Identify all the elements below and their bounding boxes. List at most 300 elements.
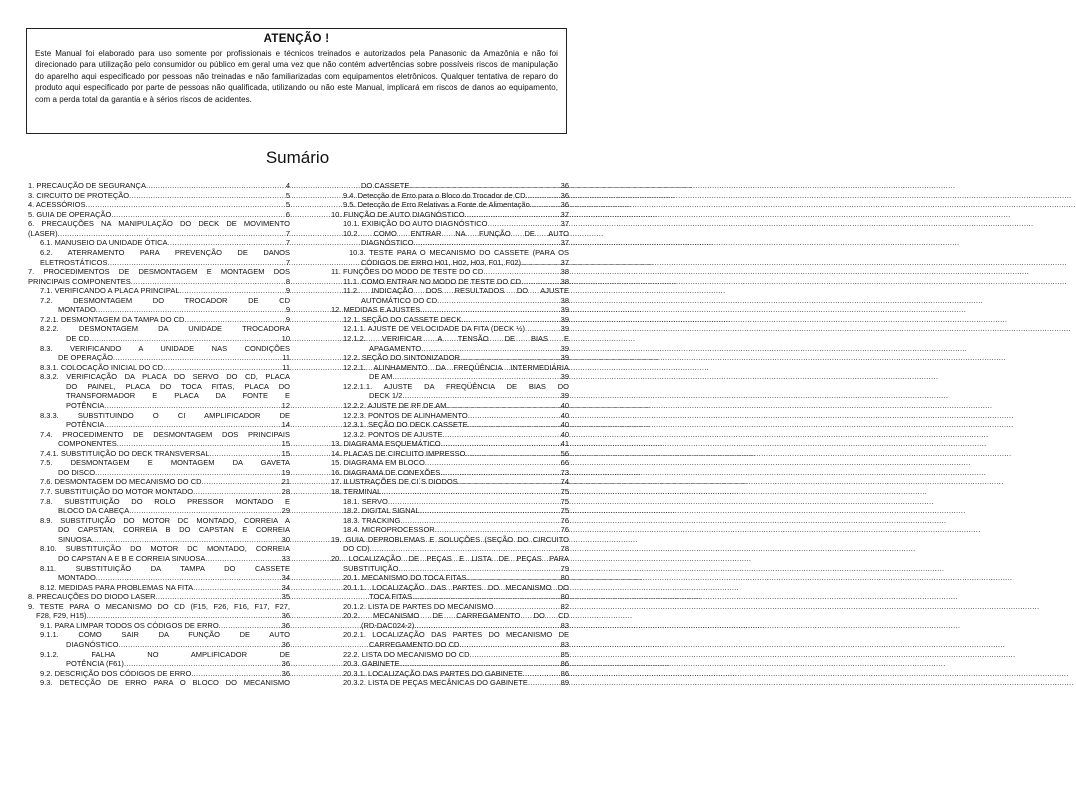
toc-entry[interactable] — [331, 659, 569, 669]
toc-entry[interactable] — [28, 458, 290, 468]
toc-entry-title: 20.3.2. LISTA DE PEÇAS MECÂNICAS DO GABINETE — [343, 678, 528, 688]
toc-entry[interactable] — [331, 602, 569, 612]
toc-entry[interactable] — [28, 210, 290, 220]
toc-leader-dots — [420, 506, 560, 516]
toc-entry[interactable] — [331, 391, 569, 401]
toc-entry-title: 7.4.1. SUBSTITUIÇÃO DO DECK TRANSVERSAL — [40, 448, 210, 458]
toc-entry-title: DECK 1/2 — [369, 391, 403, 401]
toc-entry-title: DO CAPSTAN, CORREIA B DO CAPSTAN E CORREIA — [58, 525, 290, 535]
toc-entry[interactable] — [331, 315, 569, 325]
toc-entry[interactable] — [331, 430, 569, 440]
toc-entry-title: 12.2. SEÇÃO DO SINTONIZADOR — [343, 353, 460, 363]
toc-entry-title: 12.2.1.1. AJUSTE DA FREQÜÊNCIA DE BIAS DO — [343, 381, 569, 391]
toc-entry-page: 7 — [285, 228, 290, 238]
toc-entry-title: SUBSTITUIÇÃO — [343, 563, 399, 573]
toc-leader-dots — [129, 506, 280, 516]
toc-entry-page: 37 — [560, 209, 569, 219]
toc-entry[interactable] — [28, 411, 290, 421]
toc-entry-title: POTÊNCIA — [66, 400, 105, 410]
toc-entry-title: 6. PRECAUÇÕES NA MANIPULAÇÃO DO DECK DE MOVIMENTO — [28, 219, 290, 229]
toc-entry[interactable] — [331, 544, 569, 554]
toc-entry[interactable] — [331, 219, 569, 229]
toc-entry-title: PRINCIPAIS COMPONENTES — [28, 276, 131, 286]
toc-entry-page: 75 — [560, 487, 569, 496]
toc-leader-dots — [465, 210, 560, 220]
toc-entry-title: 20.3. GABINETE — [343, 659, 400, 669]
toc-entry-title: 17. ILUSTRAÇÕES DE CI´S DIODOS — [331, 477, 458, 487]
toc-entry-page: 73 — [560, 467, 569, 477]
toc-entry[interactable] — [331, 449, 569, 459]
toc-entry-page: 39 — [560, 324, 569, 334]
toc-entry-page: 41 — [560, 439, 569, 449]
toc-entry-page: 56 — [560, 448, 569, 458]
toc-entry-title: 19. GUIA DEPROBLEMAS E SOLUÇÕES (SEÇÃO DO CIRCUITO — [331, 534, 569, 544]
toc-entry-page: 75 — [560, 496, 569, 506]
toc-entry[interactable] — [28, 678, 290, 688]
toc-entry[interactable] — [331, 258, 569, 268]
toc-entry[interactable] — [28, 191, 290, 201]
toc-entry[interactable] — [331, 477, 569, 487]
toc-entry[interactable] — [331, 363, 569, 373]
toc-leader-dots — [205, 554, 280, 564]
toc-leader-dots — [124, 659, 281, 669]
toc-entry[interactable] — [331, 411, 569, 421]
toc-entry-page: 15 — [281, 439, 290, 449]
toc-entry[interactable] — [331, 439, 569, 449]
toc-leader-dots — [146, 181, 285, 191]
toc-entry-title: 18.2. DIGITAL SIGNAL — [343, 506, 420, 516]
warning-title: ATENÇÃO ! — [263, 33, 330, 45]
toc-entry[interactable] — [28, 602, 290, 612]
toc-leader-dots — [458, 477, 560, 487]
toc-entry-page: 80 — [560, 592, 569, 602]
toc-leader-dots — [437, 296, 560, 306]
toc-leader-dots — [398, 564, 559, 574]
toc-entry[interactable] — [331, 296, 569, 306]
toc-entry-title: 8.11. SUBSTITUIÇÃO DA TAMPA DO CASSETE — [40, 563, 290, 573]
toc-entry[interactable] — [28, 344, 290, 354]
toc-entry-title: MONTADO — [58, 305, 96, 315]
toc-entry-page: 39 — [560, 353, 569, 363]
toc-leader-dots — [468, 420, 560, 430]
toc-entry-page: 37 — [560, 257, 569, 267]
toc-entry[interactable] — [331, 286, 569, 296]
toc-entry[interactable] — [331, 382, 569, 392]
toc-entry-title: 8.3.2. VERIFICAÇÃO DA PLACA DO SERVO DO CD, PLACA — [40, 372, 290, 382]
toc-entry-page: 9 — [285, 286, 290, 296]
toc-leader-dots — [465, 449, 559, 459]
toc-leader-dots — [530, 200, 560, 210]
toc-entry-title: ELETROSTÁTICOS — [40, 257, 108, 267]
toc-entry-page: 4 — [285, 181, 290, 190]
toc-entry[interactable] — [331, 238, 569, 248]
toc-leader-dots — [525, 324, 560, 334]
toc-entry[interactable] — [28, 487, 290, 497]
toc-entry[interactable] — [331, 640, 569, 650]
toc-entry-title: 9.5. Detecção de Erro Relativas a Fonte de Alimentação — [343, 200, 530, 210]
toc-entry-title: 16. DIAGRAMA DE CONEXÕES — [331, 467, 441, 477]
toc-entry-title: 12.3.2. PONTOS DE AJUSTE — [343, 429, 443, 439]
toc-leader-dots — [104, 420, 280, 430]
toc-entry[interactable] — [28, 630, 290, 640]
toc-leader-dots — [119, 640, 281, 650]
toc-leader-dots — [180, 286, 285, 296]
toc-left-column — [28, 181, 290, 688]
toc-entry-title: DE CD — [66, 334, 90, 343]
toc-entry-page: 14 — [281, 420, 290, 430]
toc-entry-title: 12.2.3. PONTOS DE ALINHAMENTO — [343, 410, 468, 420]
toc-entry[interactable] — [28, 248, 290, 258]
toc-entry[interactable] — [331, 583, 569, 593]
toc-leader-dots — [461, 315, 559, 325]
toc-leader-dots — [193, 487, 281, 497]
toc-entry-title: F28, F29, H15) — [36, 611, 87, 621]
toc-entry[interactable] — [331, 487, 569, 497]
toc-leader-dots — [526, 191, 560, 201]
toc-entry[interactable] — [331, 621, 569, 631]
toc-entry[interactable] — [331, 248, 569, 258]
toc-leader-dots — [184, 315, 284, 325]
toc-entry-title: 18.4. MICROPROCESSOR — [343, 525, 435, 535]
toc-entry-page: 36 — [281, 659, 290, 669]
toc-leader-dots — [210, 449, 281, 459]
toc-entry[interactable] — [331, 305, 569, 315]
toc-entry[interactable] — [28, 439, 290, 449]
toc-entry-page: 86 — [560, 659, 569, 669]
toc-entry[interactable] — [28, 621, 290, 631]
toc-entry[interactable] — [28, 286, 290, 296]
toc-entry-page: 40 — [560, 400, 569, 410]
toc-entry-page: 36 — [281, 620, 290, 630]
toc-entry-title: 7. PROCEDIMENTOS DE DESMONTAGEM E MONTAGEM DOS — [28, 267, 290, 277]
toc-entry[interactable] — [331, 353, 569, 363]
toc-entry[interactable] — [28, 258, 290, 268]
toc-entry-title: 12.2.1. ALINHAMENTO DA FREQÜÊNCIA INTERMEDIÁRIA — [343, 362, 569, 372]
toc-entry[interactable] — [331, 573, 569, 583]
toc-leader-dots — [86, 200, 285, 210]
toc-entry-title: 8.3.3. SUBSTITUINDO O CI AMPLIFICADOR DE — [40, 410, 290, 420]
toc-entry-page: 29 — [281, 506, 290, 516]
toc-entry[interactable] — [28, 535, 290, 545]
toc-entry-title: AUTOMÁTICO DO CD — [361, 295, 438, 305]
toc-entry[interactable] — [331, 200, 569, 210]
toc-leader-dots — [89, 334, 280, 344]
toc-entry-title: APAGAMENTO — [369, 343, 422, 353]
toc-entry-title: 12.1.2. VERIFICAR A TENSÃO DE BIAS E — [343, 334, 569, 343]
toc-leader-dots — [414, 238, 560, 248]
toc-entry-page: 39 — [560, 391, 569, 401]
toc-entry[interactable] — [331, 420, 569, 430]
toc-entry-title: 12.1. SEÇÃO DO CASSETE DECK — [343, 314, 462, 324]
toc-entry-title: (LASER) — [28, 228, 58, 238]
toc-entry-page: 34 — [281, 582, 290, 592]
toc-entry-page: 5 — [285, 190, 290, 200]
toc-entry[interactable] — [331, 497, 569, 507]
toc-entry-title: 12.3.1. SEÇÃO DO DECK CASSETE — [343, 420, 468, 430]
toc-leader-dots — [388, 497, 560, 507]
toc-entry-page: 78 — [560, 544, 569, 554]
toc-leader-dots — [86, 611, 280, 621]
toc-entry-title: 8.2.2. DESMONTAGEM DA UNIDADE TROCADORA — [40, 324, 290, 334]
toc-entry[interactable] — [331, 229, 569, 239]
toc-entry[interactable] — [28, 219, 290, 229]
toc-leader-dots — [409, 181, 559, 191]
toc-leader-dots — [58, 229, 285, 239]
toc-entry[interactable] — [331, 564, 569, 574]
toc-leader-dots — [117, 439, 281, 449]
toc-entry-page: 40 — [560, 410, 569, 420]
toc-entry-title: 20.2. MECANISMO DE CARREGAMENTO DO CD — [343, 611, 569, 621]
toc-entry[interactable] — [331, 401, 569, 411]
toc-entry-title: BLOCO DA CABEÇA — [58, 506, 130, 516]
toc-leader-dots — [470, 650, 560, 660]
toc-leader-dots — [420, 305, 559, 315]
toc-entry[interactable] — [331, 277, 569, 287]
toc-entry-page: 74 — [560, 477, 569, 487]
toc-entry-title: SINUOSA — [58, 534, 92, 544]
toc-entry-page: 6 — [285, 209, 290, 219]
toc-entry[interactable] — [28, 324, 290, 334]
toc-entry-page: 15 — [281, 448, 290, 458]
toc-entry[interactable] — [331, 554, 569, 564]
toc-entry[interactable] — [28, 296, 290, 306]
toc-entry-title: DE AM — [369, 372, 393, 382]
toc-leader-dots — [131, 277, 285, 287]
toc-entry-title: 12.2.2. AJUSTE DE RF DE AM — [343, 400, 447, 410]
toc-entry[interactable] — [331, 334, 569, 344]
toc-entry-page: 11 — [282, 353, 290, 363]
toc-leader-dots — [219, 621, 281, 631]
toc-entry-page: 39 — [560, 305, 569, 315]
toc-entry[interactable] — [331, 650, 569, 660]
toc-entry[interactable] — [331, 267, 569, 277]
toc-entry-page: 75 — [560, 506, 569, 516]
toc-entry-page: 12 — [281, 400, 290, 410]
toc-entry-title: 7.4. PROCEDIMENTO DE DESMONTAGEM DOS PRINCIPAIS — [40, 429, 290, 439]
toc-right-column — [331, 181, 569, 688]
toc-entry[interactable] — [331, 372, 569, 382]
toc-entry[interactable] — [331, 458, 569, 468]
toc-leader-dots — [440, 468, 559, 478]
toc-leader-dots — [528, 678, 560, 688]
toc-entry[interactable] — [28, 583, 290, 593]
toc-entry-title: 18.1. SERVO — [343, 496, 388, 506]
toc-leader-dots — [113, 353, 281, 363]
toc-entry-page: 11 — [282, 362, 290, 372]
toc-entry-title: 9.1. PARA LIMPAR TODOS OS CÓDIGOS DE ERRO — [40, 620, 219, 630]
toc-leader-dots — [392, 372, 559, 382]
toc-leader-dots — [111, 210, 284, 220]
toc-entry-title: 3. CIRCUITO DE PROTEÇÃO — [28, 190, 130, 200]
toc-entry-title: 20.1. MECANISMO DO TOCA FITAS — [343, 573, 467, 583]
toc-entry-page: 36 — [560, 181, 569, 190]
toc-entry[interactable] — [28, 554, 290, 564]
toc-entry-page: 36 — [281, 668, 290, 678]
toc-entry-title: 6.2. ATERRAMENTO PARA PREVENÇÃO DE DANOS — [40, 247, 290, 257]
toc-entry[interactable] — [28, 640, 290, 650]
toc-leader-dots — [523, 669, 560, 679]
toc-entry-title: 7.6. DESMONTAGEM DO MECANISMO DO CD — [40, 477, 202, 487]
toc-leader-dots — [156, 592, 281, 602]
toc-entry[interactable] — [331, 516, 569, 526]
toc-entry-page: 40 — [560, 429, 569, 439]
toc-entry-title: 9.3. DETECÇÃO DE ERRO PARA O BLOCO DO MECANISMO — [40, 678, 290, 688]
toc-entry-title: POTÊNCIA (F61) — [66, 659, 124, 669]
toc-leader-dots — [493, 602, 559, 612]
toc-entry[interactable] — [331, 630, 569, 640]
toc-entry[interactable] — [331, 525, 569, 535]
toc-entry-title: 8.12. MEDIDAS PARA PROBLEMAS NA FITA — [40, 582, 194, 592]
toc-entry[interactable] — [28, 477, 290, 487]
toc-entry[interactable] — [28, 420, 290, 430]
toc-entry-page: 79 — [560, 563, 569, 573]
toc-entry-title: MONTADO — [58, 573, 96, 583]
warning-text: Este Manual foi elaborado para uso somente por profissionais e técnicos treinados e autorizados pela Panasonic da Amazônia e não foi direcionado para utilização pelo consumidor ou público em geral uma vez que não contém advertências sobre possíveis riscos de manipulação do aparelho aqui especificado por pessoas não treinadas e não familiarizadas com equipamentos eletrônicos. Qualquer tentativa de reparo do produto aqui especificado por parte de pessoas não qualificada, utilizando ou não este Manual, implicará em riscos de danos ao equipamento, com a perda total da garantia e à sérios riscos de acidentes. — [35, 49, 558, 104]
toc-entry[interactable] — [28, 401, 290, 411]
toc-entry[interactable] — [331, 535, 569, 545]
toc-entry-title: 7.7. SUBSTITUIÇÃO DO MOTOR MONTADO — [40, 487, 194, 496]
toc-entry[interactable] — [331, 324, 569, 334]
toc-entry[interactable] — [28, 497, 290, 507]
toc-entry[interactable] — [331, 592, 569, 602]
toc-entry[interactable] — [28, 468, 290, 478]
toc-entry-title: 9.1.2. FALHA NO AMPLIFICADOR DE — [40, 649, 290, 659]
toc-entry[interactable] — [28, 669, 290, 679]
toc-leader-dots — [414, 621, 559, 631]
toc-entry[interactable] — [28, 659, 290, 669]
toc-entry[interactable] — [28, 544, 290, 554]
toc-leader-dots — [108, 258, 285, 268]
toc-leader-dots — [168, 238, 285, 248]
toc-entry-page: 28 — [281, 487, 290, 496]
toc-entry[interactable] — [331, 344, 569, 354]
toc-entry-title: 11. FUNÇÕES DO MODO DE TESTE DO CD — [331, 267, 484, 277]
toc-leader-dots — [483, 267, 559, 277]
toc-entry[interactable] — [28, 229, 290, 239]
toc-entry[interactable] — [331, 468, 569, 478]
toc-entry[interactable] — [28, 449, 290, 459]
toc-entry[interactable] — [28, 200, 290, 210]
toc-entry-title: 11.1. COMO ENTRAR NO MODO DE TESTE DO CD — [343, 276, 522, 286]
toc-leader-dots — [95, 468, 281, 478]
toc-entry[interactable] — [28, 573, 290, 583]
page-title: Sumário — [265, 148, 330, 167]
toc-entry-page: 39 — [560, 372, 569, 382]
toc-entry-page: 36 — [281, 640, 290, 649]
toc-entry-title: DIAGNÓSTICO — [66, 640, 119, 649]
toc-leader-dots — [381, 487, 559, 497]
toc-entry[interactable] — [28, 516, 290, 526]
toc-leader-dots — [92, 535, 281, 545]
toc-entry-title: 9.1.1. COMO SAIR DA FUNÇÃO DE AUTO — [40, 630, 290, 640]
toc-entry-title: 9.2. DESCRIÇÃO DOS CÓDIGOS DE ERRO — [40, 668, 192, 678]
toc-entry[interactable] — [28, 277, 290, 287]
toc-entry-title: 20.2.1. LOCALIZAÇÃO DAS PARTES DO MECANISMO DE — [343, 630, 569, 640]
toc-entry[interactable] — [28, 363, 290, 373]
toc-entry-title: POTÊNCIA — [66, 420, 105, 430]
toc-entry[interactable] — [331, 191, 569, 201]
toc-entry[interactable] — [331, 506, 569, 516]
toc-entry-title: DO CASSETE — [361, 181, 410, 190]
toc-entry-page: 89 — [560, 678, 569, 688]
toc-entry[interactable] — [331, 210, 569, 220]
toc-entry[interactable] — [28, 267, 290, 277]
toc-entry-page: 36 — [560, 200, 569, 210]
toc-entry-page: 7 — [285, 257, 290, 267]
toc-leader-dots — [487, 219, 559, 229]
toc-entry-page: 76 — [560, 515, 569, 525]
toc-entry[interactable] — [28, 315, 290, 325]
toc-entry[interactable] — [28, 353, 290, 363]
toc-entry-page: 10 — [281, 334, 290, 343]
toc-entry-page: 19 — [281, 467, 290, 477]
toc-entry-page: 37 — [560, 219, 569, 229]
toc-entry-page: 9 — [285, 305, 290, 315]
toc-entry-page: 86 — [560, 668, 569, 678]
toc-entry-page: 83 — [560, 620, 569, 630]
toc-entry-title: 8.9. SUBSTITUIÇÃO DO MOTOR DC MONTADO, CORREIA A — [40, 515, 290, 525]
toc-entry-title: 10.1. EXIBIÇÃO DO AUTO DIAGNÓSTICO — [343, 219, 488, 229]
toc-leader-dots — [459, 640, 559, 650]
toc-entry-title: 12. MEDIDAS E AJUSTES — [331, 305, 421, 315]
toc-entry-title: 12.1.1. AJUSTE DE VELOCIDADE DA FITA (DECK ½) — [343, 324, 525, 334]
toc-entry[interactable] — [28, 430, 290, 440]
toc-entry-page: 35 — [281, 592, 290, 602]
toc-entry[interactable] — [28, 334, 290, 344]
toc-leader-dots — [468, 411, 560, 421]
toc-entry[interactable] — [28, 305, 290, 315]
toc-leader-dots — [104, 401, 280, 411]
toc-entry[interactable] — [28, 564, 290, 574]
toc-entry-title: CÓDIGOS DE ERRO H01, H02, H03, F01, F02) — [361, 257, 522, 267]
toc-entry[interactable] — [331, 181, 569, 191]
toc-leader-dots — [446, 401, 559, 411]
toc-leader-dots — [441, 439, 560, 449]
toc-entry-title: DO PAINEL, PLACA DO TOCA FITAS, PLACA DO — [66, 381, 290, 391]
toc-leader-dots — [460, 353, 560, 363]
toc-entry-title: 7.5. DESMONTAGEM E MONTAGEM DA GAVETA — [40, 458, 290, 468]
toc-entry[interactable] — [28, 650, 290, 660]
toc-entry-title: COMPONENTES — [58, 439, 117, 449]
toc-entry[interactable] — [28, 391, 290, 401]
toc-entry[interactable] — [331, 678, 569, 688]
toc-entry[interactable] — [28, 592, 290, 602]
toc-entry-title: 8. PRECAUÇÕES DO DIODO LASER — [28, 592, 156, 602]
toc-entry-title: DO CAPSTAN A E B E CORREIA SINUOSA — [58, 553, 206, 563]
toc-entry-page: 5 — [285, 200, 290, 210]
toc-entry[interactable] — [28, 382, 290, 392]
warning-box — [26, 28, 567, 134]
toc-entry-page: 7 — [285, 238, 290, 248]
toc-leader-dots — [400, 659, 560, 669]
toc-entry-title: 9.4. Detecção de Erro para o Bloco do Trocador de CD — [343, 190, 526, 200]
toc-leader-dots — [466, 573, 559, 583]
toc-entry-title: 22.2. LISTA DO MECANISMO DO CD — [343, 649, 470, 659]
toc-entry[interactable] — [28, 525, 290, 535]
toc-entry[interactable] — [331, 669, 569, 679]
toc-entry[interactable] — [28, 506, 290, 516]
toc-entry-page: 76 — [560, 525, 569, 535]
toc-entry[interactable] — [28, 372, 290, 382]
toc-entry[interactable] — [28, 238, 290, 248]
toc-entry-title: 20.1.2. LISTA DE PARTES DO MECANISMO — [343, 601, 494, 611]
toc-entry-page: 82 — [560, 601, 569, 611]
toc-entry[interactable] — [28, 181, 290, 191]
toc-entry-title: DO CD) — [343, 544, 370, 554]
toc-leader-dots — [435, 525, 560, 535]
toc-entry[interactable] — [28, 611, 290, 621]
toc-entry[interactable] — [331, 611, 569, 621]
